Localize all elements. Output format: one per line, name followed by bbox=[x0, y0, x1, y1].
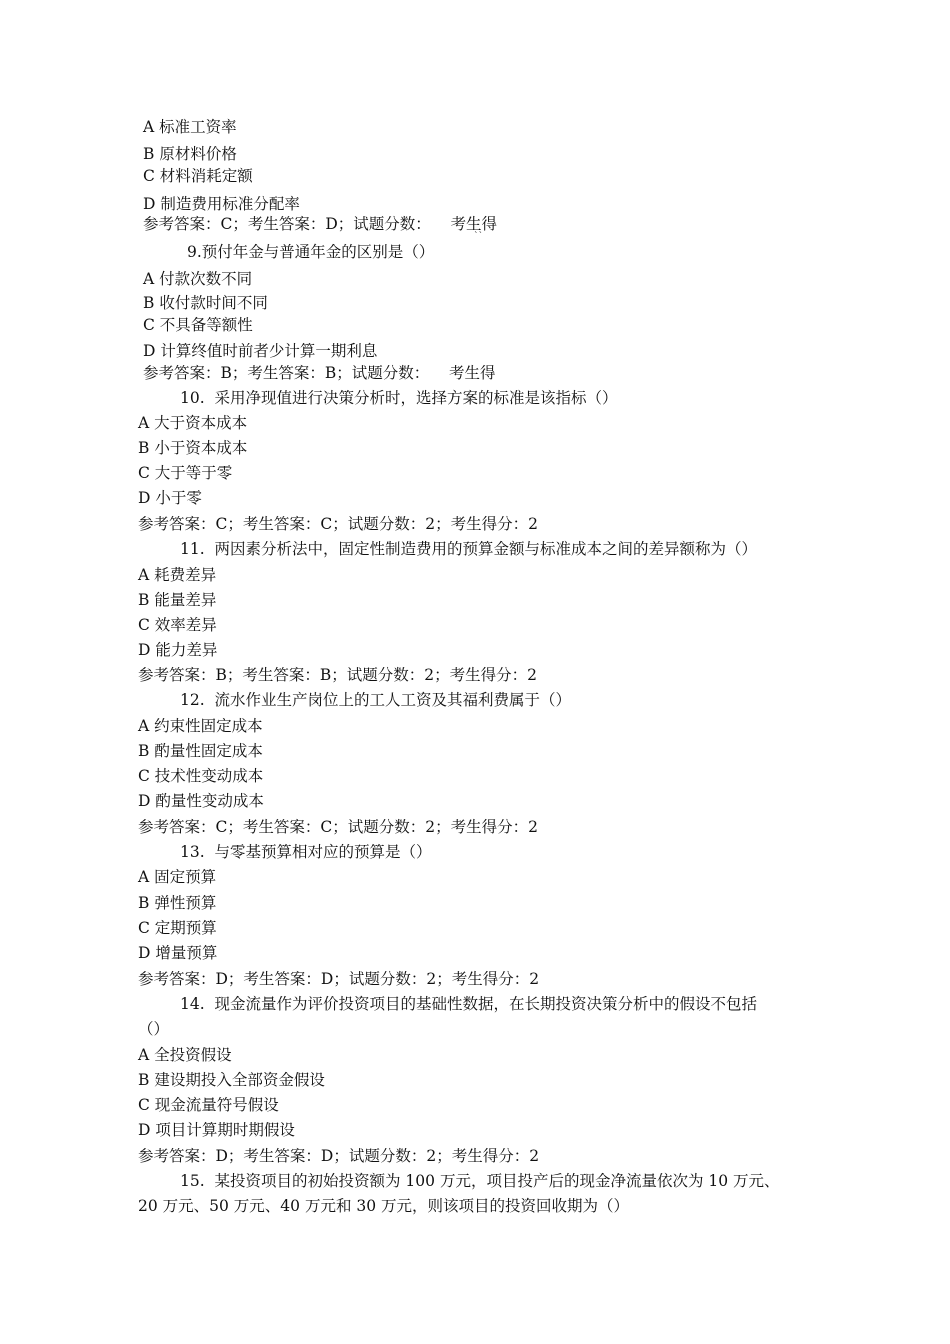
q10-option-a: A 大于资本成本 bbox=[138, 414, 248, 432]
q13-question: 13. 与零基预算相对应的预算是（） bbox=[180, 843, 432, 861]
q14-option-d: D 项目计算期时期假设 bbox=[138, 1121, 295, 1139]
q9-option-a: A 付款次数不同 bbox=[143, 270, 253, 288]
q14-question-line2: （） bbox=[138, 1020, 170, 1038]
q14-question-line1: 14. 现金流量作为评价投资项目的基础性数据，在长期投资决策分析中的假设不包括 bbox=[180, 995, 758, 1013]
q11-option-b: B 能量差异 bbox=[138, 591, 217, 609]
q11-answer: 参考答案：B；考生答案：B；试题分数：2；考生得分：2 bbox=[138, 666, 538, 684]
q14-answer: 参考答案：D；考生答案：D；试题分数：2；考生得分：2 bbox=[138, 1147, 540, 1165]
q10-option-c: C 大于等于零 bbox=[138, 464, 233, 482]
q13-option-c: C 定期预算 bbox=[138, 919, 217, 937]
q12-option-c: C 技术性变动成本 bbox=[138, 767, 264, 785]
q8-option-c: C 材料消耗定额 bbox=[143, 167, 253, 185]
q11-option-a: A 耗费差异 bbox=[138, 566, 217, 584]
q11-option-c: C 效率差异 bbox=[138, 616, 217, 634]
q8-answer: 参考答案：C；考生答案：D；试题分数： 考生得 bbox=[143, 215, 497, 233]
q15-question-line2: 20 万元、50 万元、40 万元和 30 万元，则该项目的投资回收期为（） bbox=[138, 1197, 630, 1215]
stray-mark: ˋˋ bbox=[474, 232, 483, 242]
q12-option-b: B 酌量性固定成本 bbox=[138, 742, 263, 760]
q9-option-d: D 计算终值时前者少计算一期利息 bbox=[143, 342, 378, 360]
q9-question: 9.预付年金与普通年金的区别是（） bbox=[187, 243, 435, 261]
q9-answer: 参考答案：B；考生答案：B；试题分数： 考生得 bbox=[143, 364, 496, 382]
q9-option-c: C 不具备等额性 bbox=[143, 316, 253, 334]
q14-option-a: A 全投资假设 bbox=[138, 1046, 232, 1064]
q9-option-b: B 收付款时间不同 bbox=[143, 294, 268, 312]
q13-option-a: A 固定预算 bbox=[138, 868, 217, 886]
q14-option-c: C 现金流量符号假设 bbox=[138, 1096, 279, 1114]
q12-option-d: D 酌量性变动成本 bbox=[138, 792, 264, 810]
q8-option-b: B 原材料价格 bbox=[143, 145, 237, 163]
q15-question-line1: 15. 某投资项目的初始投资额为 100 万元，项目投产后的现金净流量依次为 10 万元、 bbox=[180, 1172, 780, 1190]
q13-option-d: D 增量预算 bbox=[138, 944, 218, 962]
q10-answer: 参考答案：C；考生答案：C；试题分数：2；考生得分：2 bbox=[138, 515, 538, 533]
q11-question: 11. 两因素分析法中，固定性制造费用的预算金额与标准成本之间的差异额称为（） bbox=[180, 540, 758, 558]
q8-option-d: D 制造费用标准分配率 bbox=[143, 195, 300, 213]
q8-option-a: A 标准工资率 bbox=[143, 118, 237, 136]
q13-option-b: B 弹性预算 bbox=[138, 894, 217, 912]
q13-answer: 参考答案：D；考生答案：D；试题分数：2；考生得分：2 bbox=[138, 970, 540, 988]
q10-option-b: B 小于资本成本 bbox=[138, 439, 248, 457]
q14-option-b: B 建设期投入全部资金假设 bbox=[138, 1071, 325, 1089]
q12-answer: 参考答案：C；考生答案：C；试题分数：2；考生得分：2 bbox=[138, 818, 538, 836]
q10-question: 10. 采用净现值进行决策分析时，选择方案的标准是该指标（） bbox=[180, 389, 618, 407]
q12-option-a: A 约束性固定成本 bbox=[138, 717, 263, 735]
q11-option-d: D 能力差异 bbox=[138, 641, 218, 659]
q12-question: 12. 流水作业生产岗位上的工人工资及其福利费属于（） bbox=[180, 691, 572, 709]
q10-option-d: D 小于零 bbox=[138, 489, 202, 507]
